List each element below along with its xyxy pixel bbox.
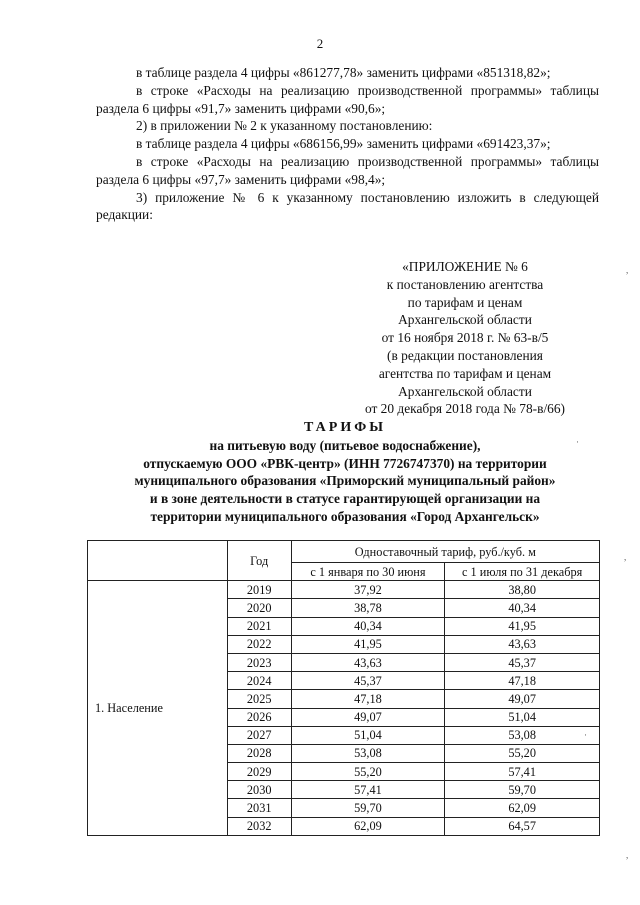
tariff-first-half-cell: 53,08 — [291, 744, 445, 762]
appendix-line: от 16 ноября 2018 г. № 63-в/5 — [381, 330, 549, 346]
tariff-second-half-cell: 47,18 — [445, 672, 600, 690]
paragraph-table-section-4-second: в таблице раздела 4 цифры «686156,99» заменить цифрами «691423,37»; — [136, 136, 551, 152]
year-cell: 2028 — [227, 744, 291, 762]
header-second-half: с 1 июля по 31 декабря — [445, 563, 600, 581]
appendix-line: агентства по тарифам и ценам — [378, 365, 552, 381]
paragraph-appendix-2: 2) в приложении № 2 к указанному постановлению: — [136, 118, 433, 134]
year-cell: 2026 — [227, 708, 291, 726]
tariff-second-half-cell: 43,63 — [445, 635, 600, 653]
year-cell: 2019 — [227, 581, 291, 599]
appendix-line: Архангельской области — [398, 383, 532, 399]
tariff-second-half-cell: 55,20 — [445, 744, 600, 762]
scan-mark: · — [576, 437, 579, 447]
page-number: 2 — [316, 36, 324, 51]
year-cell: 2023 — [227, 653, 291, 671]
category-cell: 1. Население — [88, 581, 228, 836]
appendix-line: к постановлению агентства — [386, 276, 544, 292]
tariff-first-half-cell: 51,04 — [291, 726, 445, 744]
tariff-first-half-cell: 59,70 — [291, 799, 445, 817]
tariff-first-half-cell: 43,63 — [291, 653, 445, 671]
tariff-second-half-cell: 45,37 — [445, 653, 600, 671]
paragraph-expenses-section-6-second: в строке «Расходы на реализацию производственной программы» таблицы раздела 6 цифры «97,7» заменить цифрами «98,4»; — [96, 153, 599, 187]
tariff-first-half-cell: 37,92 — [291, 581, 445, 599]
tariff-second-half-cell: 59,70 — [445, 781, 600, 799]
header-tariff: Одноставочный тариф, руб./куб. м — [291, 541, 599, 563]
title-line: территории муниципального образования «Город Архангельск» — [150, 508, 540, 524]
table-row — [88, 581, 600, 599]
year-cell: 2021 — [227, 617, 291, 635]
tariff-second-half-cell: 62,09 — [445, 799, 600, 817]
appendix-line: от 20 декабря 2018 года № 78-в/66) — [364, 401, 566, 417]
paragraph-appendix-6: 3) приложение № 6 к указанному постановлению изложить в следующей редакции: — [96, 189, 599, 223]
tariffs-heading: ТАРИФЫ — [304, 420, 386, 435]
tariff-table — [87, 540, 600, 836]
tariff-first-half-cell: 49,07 — [291, 708, 445, 726]
appendix-reference — [330, 258, 600, 418]
appendix-line: по тарифам и ценам — [407, 294, 523, 310]
tariff-first-half-cell: 62,09 — [291, 817, 445, 835]
header-first-half: с 1 января по 30 июня — [291, 563, 445, 581]
appendix-line: (в редакции постановления — [387, 347, 543, 363]
year-cell: 2024 — [227, 672, 291, 690]
tariff-second-half-cell: 53,08 — [445, 726, 600, 744]
scan-mark: · — [584, 730, 587, 740]
title-line: муниципального образования «Приморский муниципальный район» — [134, 473, 556, 489]
tariff-first-half-cell: 41,95 — [291, 635, 445, 653]
tariff-second-half-cell: 51,04 — [445, 708, 600, 726]
appendix-line: Архангельской области — [398, 312, 532, 328]
tariff-first-half-cell: 40,34 — [291, 617, 445, 635]
year-cell: 2029 — [227, 763, 291, 781]
title-line: и в зоне деятельности в статусе гарантирующей организации на — [149, 491, 541, 507]
table-header-row — [88, 541, 600, 563]
tariff-second-half-cell: 64,57 — [445, 817, 600, 835]
year-cell: 2025 — [227, 690, 291, 708]
tariff-second-half-cell: 57,41 — [445, 763, 600, 781]
year-cell: 2020 — [227, 599, 291, 617]
header-year: Год — [227, 541, 291, 581]
body-text — [96, 64, 599, 224]
tariffs-title — [80, 419, 610, 526]
year-cell: 2032 — [227, 817, 291, 835]
header-blank-cell — [88, 541, 228, 581]
year-cell: 2030 — [227, 781, 291, 799]
tariff-first-half-cell: 47,18 — [291, 690, 445, 708]
tariff-first-half-cell: 55,20 — [291, 763, 445, 781]
scan-mark: , — [624, 552, 627, 562]
tariff-second-half-cell: 38,80 — [445, 581, 600, 599]
title-line: на питьевую воду (питьевое водоснабжение), — [209, 437, 481, 453]
year-cell: 2031 — [227, 799, 291, 817]
paragraph-expenses-section-6: в строке «Расходы на реализацию производственной программы» таблицы раздела 6 цифры «91,7» заменить цифрами «90,6»; — [96, 82, 599, 116]
title-line: отпускаемую ООО «РВК-центр» (ИНН 7726747370) на территории — [143, 455, 547, 471]
scan-mark: , — [626, 265, 629, 275]
year-cell: 2027 — [227, 726, 291, 744]
tariff-second-half-cell: 41,95 — [445, 617, 600, 635]
appendix-line: «ПРИЛОЖЕНИЕ № 6 — [402, 259, 528, 274]
tariff-second-half-cell: 40,34 — [445, 599, 600, 617]
tariff-first-half-cell: 38,78 — [291, 599, 445, 617]
tariff-second-half-cell: 49,07 — [445, 690, 600, 708]
year-cell: 2022 — [227, 635, 291, 653]
tariff-first-half-cell: 57,41 — [291, 781, 445, 799]
scan-mark: , — [626, 850, 629, 860]
paragraph-table-section-4: в таблице раздела 4 цифры «861277,78» заменить цифрами «851318,82»; — [136, 65, 551, 80]
tariff-first-half-cell: 45,37 — [291, 672, 445, 690]
